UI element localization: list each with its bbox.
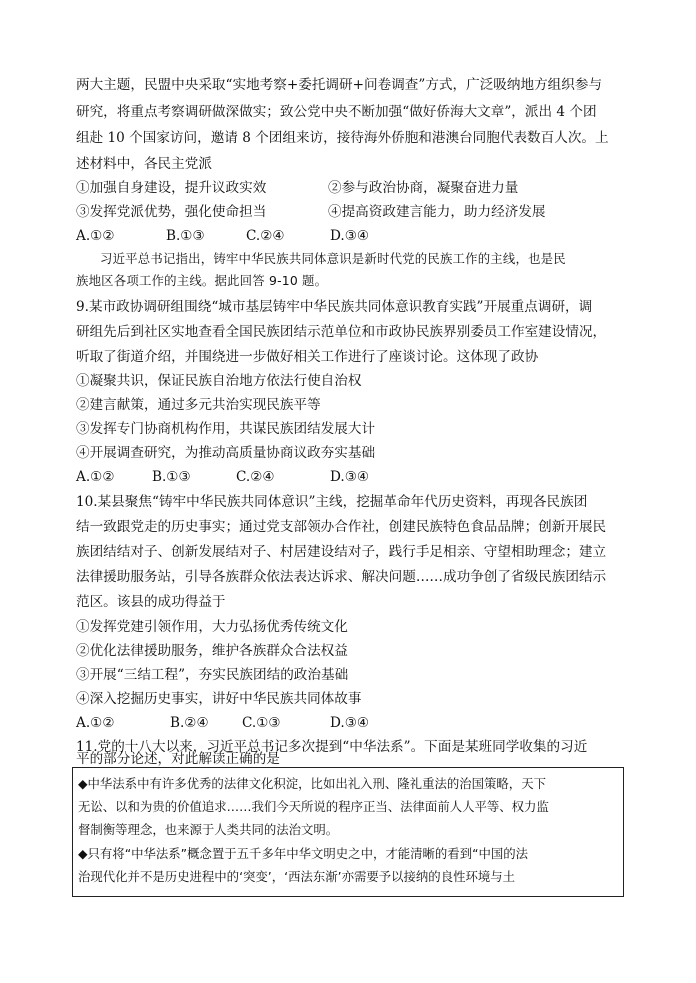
quote-box-line-4: ◆只有将“中华法系”概念置于五千多年中华文明史之中，才能清晰的看到“中国的法 bbox=[78, 846, 529, 861]
q10-choice-b: B.②④ bbox=[170, 715, 209, 731]
q10-choice-c: C.①③ bbox=[242, 715, 281, 731]
q9-option-2: ②建言献策，通过多元共治实现民族平等 bbox=[76, 397, 321, 413]
context-line-4: 述材料中，各民主党派 bbox=[76, 156, 212, 172]
q10-option-1: ①发挥党建引领作用，大力弘扬优秀传统文化 bbox=[76, 619, 348, 635]
context-line-2: 研究，将重点考察调研做深做实；致公党中央不断加强“做好侨海大文章”，派出 4 个团 bbox=[76, 104, 597, 120]
q10-option-3: ③开展“三结工程”，夯实民族团结的政治基础 bbox=[76, 667, 349, 683]
q8-choices bbox=[76, 227, 624, 245]
q8-option-4: ④提高资政建言能力，助力经济发展 bbox=[328, 204, 546, 220]
q10-choices bbox=[76, 714, 624, 732]
q10-stem-line-1: 10.某县聚焦“铸牢中华民族共同体意识”主线，挖掘革命年代历史资料，再现各民族团 bbox=[76, 494, 588, 510]
q9-stem-line-1: 9.某市政协调研组围绕“城市基层铸牢中华民族共同体意识教育实践”开展重点调研，调 bbox=[76, 299, 593, 315]
quote-box-line-2: 无讼、以和为贵的价值追求……我们今天所说的程序正当、法律面前人人平等、权力监 bbox=[78, 799, 549, 814]
q10-stem-line-2: 结一致跟党走的历史事实；通过党支部领办合作社，创建民族特色食品品牌；创新开展民 bbox=[76, 519, 607, 535]
q10-choice-a: A.①② bbox=[76, 715, 115, 731]
q8-choice-c: C.②④ bbox=[246, 228, 285, 244]
intro-9-10-line-2: 族地区各项工作的主线。据此回答 9-10 题。 bbox=[76, 273, 328, 288]
q9-option-4: ④开展调查研究，为推动高质量协商议政夯实基础 bbox=[76, 445, 376, 461]
q9-choices bbox=[76, 468, 624, 486]
q8-options-row-1 bbox=[76, 179, 624, 197]
context-line-1: 两大主题，民盟中央采取“实地考察+委托调研+问卷调查”方式，广泛吸纳地方组织参与 bbox=[76, 77, 603, 93]
q10-stem-line-5: 范区。该县的成功得益于 bbox=[76, 594, 226, 610]
q9-choice-b: B.①③ bbox=[152, 469, 191, 485]
intro-9-10-line-1: 习近平总书记指出，铸牢中华民族共同体意识是新时代党的民族工作的主线，也是民 bbox=[100, 251, 566, 266]
q10-choice-d: D.③④ bbox=[330, 715, 370, 731]
q8-options-row-2 bbox=[76, 203, 624, 221]
q9-choice-c: C.②④ bbox=[236, 469, 275, 485]
q8-choice-d: D.③④ bbox=[330, 228, 370, 244]
q9-stem-line-2: 研组先后到社区实地查看全国民族团结示范单位和市政协民族界别委员工作室建设情况， bbox=[76, 324, 607, 340]
q8-choice-a: A.①② bbox=[76, 228, 115, 244]
q9-option-3: ③发挥专门协商机构作用，共谋民族团结发展大计 bbox=[76, 421, 376, 437]
q9-option-1: ①凝聚共识，保证民族自治地方依法行使自治权 bbox=[76, 373, 362, 389]
q11-stem-line-1: 11.党的十八大以来，习近平总书记多次提到“中华法系”。下面是某班同学收集的习近 bbox=[76, 739, 588, 755]
context-line-3: 组赴 10 个国家访问，邀请 8 个团组来访，接待海外侨胞和港澳台同胞代表数百人次。上 bbox=[76, 130, 609, 146]
q10-option-2: ②优化法律援助服务，维护各族群众合法权益 bbox=[76, 643, 348, 659]
q8-choice-b: B.①③ bbox=[166, 228, 205, 244]
quote-box-line-3: 督制衡等理念，也来源于人类共同的法治文明。 bbox=[78, 822, 339, 837]
q8-option-1: ①加强自身建设，提升议政实效 bbox=[76, 180, 267, 196]
q8-option-3: ③发挥党派优势，强化使命担当 bbox=[76, 204, 267, 220]
q9-stem-line-3: 听取了街道介绍，并围绕进一步做好相关工作进行了座谈讨论。这体现了政协 bbox=[76, 349, 539, 365]
q10-option-4: ④深入挖掘历史事实，讲好中华民族共同体故事 bbox=[76, 691, 362, 707]
q9-choice-d: D.③④ bbox=[330, 469, 370, 485]
q8-option-2: ②参与政治协商，凝聚奋进力量 bbox=[328, 180, 519, 196]
quote-box-line-5: 治现代化并不是历史进程中的‘突变’，‘西法东渐’亦需要予以接纳的良性环境与土 bbox=[78, 869, 516, 884]
quote-box-line-1: ◆中华法系中有许多优秀的法律文化积淀，比如出礼入刑、隆礼重法的治国策略，天下 bbox=[78, 776, 546, 791]
q10-stem-line-4: 法律援助服务站，引导各族群众依法表达诉求、解决问题……成功争创了省级民族团结示 bbox=[76, 569, 607, 585]
q10-stem-line-3: 族团结结对子、创新发展结对子、村居建设结对子，践行手足相亲、守望相助理念；建立 bbox=[76, 544, 607, 560]
q11-stem-line-2: 平的部分论述，对此解读正确的是 bbox=[76, 751, 280, 767]
q9-choice-a: A.①② bbox=[76, 469, 115, 485]
